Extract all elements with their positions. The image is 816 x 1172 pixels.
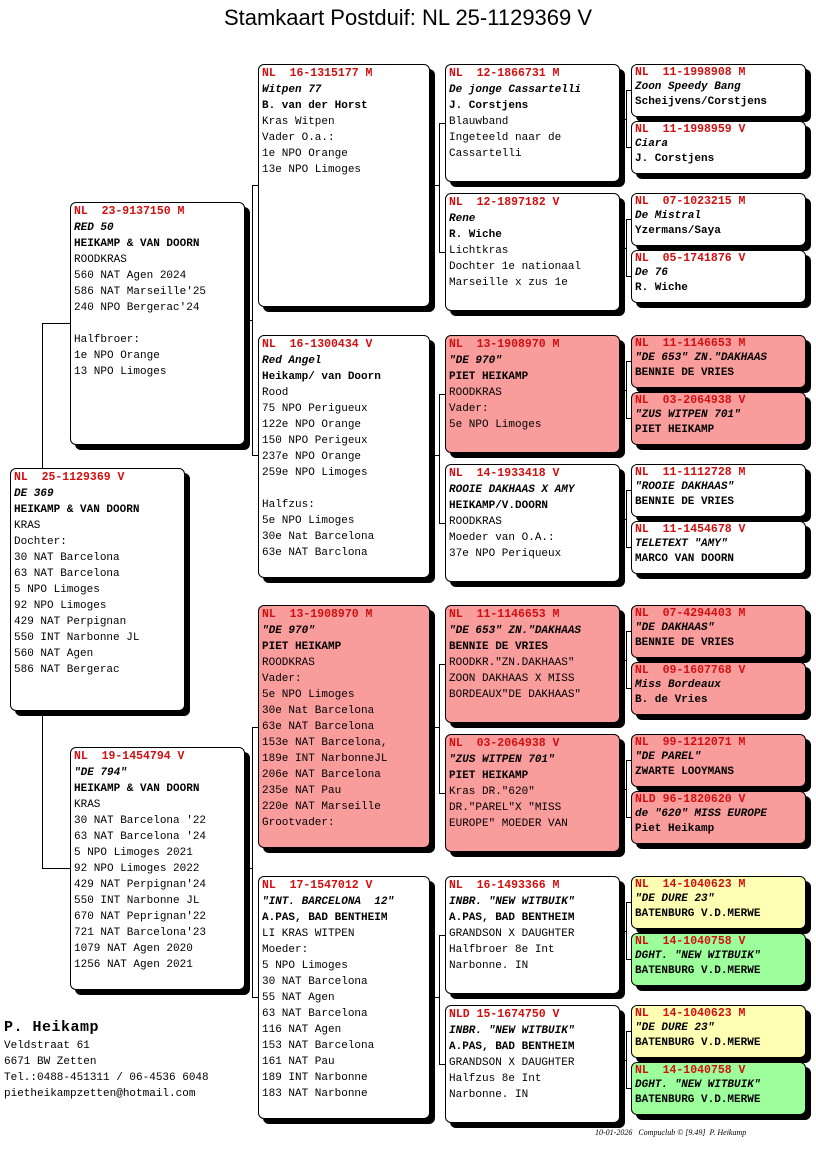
info-line: Marseille x zus 1e: [449, 277, 568, 289]
info-line: 235e NAT Pau: [262, 785, 342, 797]
connector-line: [626, 631, 627, 688]
pigeon-name: "DE 970": [262, 625, 315, 637]
pigeon-owner: HEIKAMP & VAN DOORN: [74, 238, 200, 250]
pigeon-card-g13[interactable]: [631, 876, 806, 929]
pigeon-name: De Mistral: [635, 210, 702, 223]
pigeon-card-g1[interactable]: [631, 64, 806, 117]
breeder-city: 6671 BW Zetten: [4, 1056, 97, 1068]
pigeon-name: Zoon Speedy Bang: [635, 81, 741, 94]
ring-number: NL 99-1212071 M: [635, 736, 746, 749]
connector-line: [620, 931, 626, 932]
pigeon-owner: BATENBURG V.D.MERWE: [635, 964, 761, 977]
pigeon-name: "DE PAREL": [635, 751, 702, 764]
ring-number: NL 11-1998959 V: [635, 123, 746, 136]
pigeon-owner: BATENBURG V.D.MERWE: [635, 907, 761, 920]
info-line: 30 NAT Barcelona: [14, 552, 120, 564]
pigeon-owner: Piet Heikamp: [635, 822, 715, 835]
breeder-street: Veldstraat 61: [4, 1040, 90, 1052]
connector-line: [42, 323, 70, 324]
pigeon-name: "DE 653" ZN."DAKHAAS: [449, 625, 582, 637]
info-line: Narbonne. IN: [449, 960, 529, 972]
connector-line: [620, 119, 626, 120]
info-line: 429 NAT Perpignan: [14, 616, 127, 628]
info-line: [262, 481, 429, 497]
info-line: Moeder van O.A.:: [449, 532, 555, 544]
pigeon-owner: A.PAS, BAD BENTHEIM: [262, 912, 388, 924]
info-line: 13e NPO Limoges: [262, 164, 362, 176]
pigeon-card-mf[interactable]: [258, 605, 430, 848]
connector-line: [620, 660, 626, 661]
info-line: Dochter:: [14, 536, 67, 548]
pigeon-owner: A.PAS, BAD BENTHEIM: [449, 912, 575, 924]
info-line: 161 NAT Pau: [262, 1056, 335, 1068]
connector-line: [42, 323, 43, 468]
info-line: ROODKRAS: [449, 387, 502, 399]
ring-number: NL 03-2064938 V: [449, 737, 560, 750]
pigeon-name: "ZUS WITPEN 701": [449, 754, 555, 766]
connector-line: [245, 320, 252, 321]
pigeon-owner: Yzermans/Saya: [635, 224, 721, 237]
info-line: 30e Nat Barcelona: [262, 705, 375, 717]
info-line: 63 NAT Barcelona: [14, 568, 120, 580]
pigeon-card-g4[interactable]: [631, 250, 806, 303]
connector-line: [439, 664, 440, 793]
pigeon-owner: PIET HEIKAMP: [449, 371, 529, 383]
info-line: 30 NAT Barcelona: [262, 976, 368, 988]
info-line: 13 NPO Limoges: [74, 366, 167, 378]
ring-number: NL 11-1146653 M: [635, 337, 746, 350]
info-line: 183 NAT Narbonne: [262, 1088, 368, 1100]
connector-line: [626, 1031, 627, 1088]
info-line: [74, 316, 244, 332]
pigeon-name: De jonge Cassartelli: [449, 84, 582, 96]
info-line: Rood: [262, 387, 289, 399]
ring-number: NL 25-1129369 V: [14, 471, 125, 484]
ring-number: NL 19-1454794 V: [74, 750, 185, 763]
pigeon-name: INBR. "NEW WITBUIK": [449, 1025, 575, 1037]
pigeon-card-fm[interactable]: [258, 335, 430, 578]
ring-number: NL 16-1315177 M: [262, 67, 373, 80]
info-line: Halfzus 8e Int: [449, 1073, 542, 1085]
pigeon-name: De 76: [635, 267, 669, 280]
pigeon-card-g3[interactable]: [631, 193, 806, 246]
info-line: Vader:: [262, 673, 302, 685]
pigeon-card-g8[interactable]: [631, 521, 806, 574]
ring-number: NL 12-1866731 M: [449, 67, 560, 80]
connector-line: [626, 219, 627, 276]
ring-number: NL 03-2064938 V: [635, 394, 746, 407]
ring-number: NL 11-1146653 M: [449, 608, 560, 621]
pigeon-owner: PIET HEIKAMP: [635, 423, 715, 436]
pigeon-name: Ciara: [635, 138, 669, 151]
info-line: Kras Witpen: [262, 116, 335, 128]
pigeon-owner: PIET HEIKAMP: [449, 770, 529, 782]
breeder-email: pietheikampzetten@hotmail.com: [4, 1088, 196, 1100]
pigeon-name: INBR. "NEW WITBUIK": [449, 896, 575, 908]
info-line: Vader O.a.:: [262, 132, 335, 144]
connector-line: [620, 248, 626, 249]
info-line: 721 NAT Barcelona'23: [74, 927, 207, 939]
info-line: 1079 NAT Agen 2020: [74, 943, 193, 955]
pigeon-card-ffm[interactable]: [445, 193, 620, 311]
info-line: 237e NPO Orange: [262, 451, 362, 463]
pigeon-name: TELETEXT "AMY": [635, 538, 728, 551]
breeder-name: P. Heikamp: [4, 1019, 100, 1036]
info-line: 550 INT Narbonne JL: [74, 895, 200, 907]
pigeon-name: "DE 653" ZN."DAKHAAS: [635, 352, 768, 365]
pigeon-name: DGHT. "NEW WITBUIK": [635, 1079, 761, 1092]
connector-line: [439, 123, 440, 252]
info-line: 63e NAT Barcelona: [262, 721, 375, 733]
info-line: ROODKRAS: [449, 516, 502, 528]
info-line: 240 NPO Bergerac'24: [74, 302, 200, 314]
info-line: 5e NPO Limoges: [449, 419, 542, 431]
info-line: 63 NAT Barcelona '24: [74, 831, 207, 843]
info-line: Halfzus:: [262, 499, 315, 511]
pigeon-card-g15[interactable]: [631, 1005, 806, 1058]
connector-line: [42, 711, 43, 868]
info-line: 5 NPO Limoges: [262, 960, 348, 972]
pigeon-owner: J. Corstjens: [635, 152, 715, 165]
ring-number: NL 07-1023215 M: [635, 195, 746, 208]
pigeon-owner: BENNIE DE VRIES: [449, 641, 549, 653]
info-line: 153 NAT Barcelona: [262, 1040, 375, 1052]
info-line: GRANDSON X DAUGHTER: [449, 1057, 575, 1069]
info-line: ROODKRAS: [262, 657, 315, 669]
info-line: 5e NPO Limoges: [262, 689, 355, 701]
info-line: 560 NAT Agen 2024: [74, 270, 187, 282]
pigeon-card-ff[interactable]: [258, 64, 430, 307]
info-line: 63 NAT Barcelona: [262, 1008, 368, 1020]
pigeon-name: "ROOIE DAKHAAS": [635, 481, 735, 494]
connector-line: [252, 727, 253, 997]
info-line: Cassartelli: [449, 148, 522, 160]
connector-line: [245, 868, 252, 869]
pigeon-owner: Heikamp/ van Doorn: [262, 371, 381, 383]
ring-number: NLD 15-1674750 V: [449, 1008, 560, 1021]
info-line: DR."PAREL"X "MISS: [449, 802, 562, 814]
info-line: Lichtkras: [449, 245, 509, 257]
pigeon-name: DE 369: [14, 488, 54, 500]
info-line: 189e INT NarbonneJL: [262, 753, 388, 765]
info-line: Narbonne. IN: [449, 1089, 529, 1101]
ring-number: NL 14-1040758 V: [635, 935, 746, 948]
info-line: 429 NAT Perpignan'24: [74, 879, 207, 891]
connector-line: [626, 760, 627, 817]
info-line: 1e NPO Orange: [74, 350, 160, 362]
info-line: LI KRAS WITPEN: [262, 928, 355, 940]
pigeon-owner: B. de Vries: [635, 693, 708, 706]
pigeon-name: "DE DURE 23": [635, 1022, 715, 1035]
pigeon-owner: BENNIE DE VRIES: [635, 366, 735, 379]
connector-line: [626, 490, 627, 547]
pigeon-owner: R. Wiche: [449, 229, 502, 241]
pigeon-card-mmf[interactable]: [445, 876, 620, 994]
info-line: 5 NPO Limoges 2021: [74, 847, 193, 859]
pigeon-card-fmm[interactable]: [445, 464, 620, 582]
info-line: 586 NAT Bergerac: [14, 664, 120, 676]
pigeon-card-g5[interactable]: [631, 335, 806, 388]
info-line: 37e NPO Periqueux: [449, 548, 562, 560]
pigeon-card-g12[interactable]: [631, 791, 806, 844]
pigeon-owner: BATENBURG V.D.MERWE: [635, 1036, 761, 1049]
info-line: Vader:: [449, 403, 489, 415]
pigeon-name: "DE DURE 23": [635, 893, 715, 906]
info-line: Blauwband: [449, 116, 509, 128]
info-line: Ingeteeld naar de: [449, 132, 562, 144]
pigeon-owner: R. Wiche: [635, 281, 688, 294]
pigeon-name: DGHT. "NEW WITBUIK": [635, 950, 761, 963]
info-line: Halfbroer:: [74, 334, 141, 346]
info-line: 220e NAT Marseille: [262, 801, 381, 813]
pigeon-card-g9[interactable]: [631, 605, 806, 658]
ring-number: NL 14-1040758 V: [635, 1064, 746, 1077]
pigeon-owner: A.PAS, BAD BENTHEIM: [449, 1041, 575, 1053]
pigeon-owner: BENNIE DE VRIES: [635, 495, 735, 508]
info-line: 1256 NAT Agen 2021: [74, 959, 193, 971]
connector-line: [430, 727, 439, 728]
pigeon-card-mother[interactable]: [70, 747, 245, 990]
pigeon-card-g6[interactable]: [631, 392, 806, 445]
pigeon-card-mff[interactable]: [445, 605, 620, 723]
pigeon-owner: B. van der Horst: [262, 100, 368, 112]
pigeon-card-mm[interactable]: [258, 876, 430, 1119]
connector-line: [626, 361, 627, 418]
info-line: KRAS: [74, 799, 101, 811]
pigeon-name: "DE 794": [74, 767, 127, 779]
connector-line: [439, 935, 440, 1064]
pigeon-owner: PIET HEIKAMP: [262, 641, 342, 653]
pigeon-name: Witpen 77: [262, 84, 322, 96]
pigeon-owner: J. Corstjens: [449, 100, 529, 112]
connector-line: [620, 390, 626, 391]
page-title: Stamkaart Postduif: NL 25-1129369 V: [223, 5, 593, 30]
info-line: EUROPE" MOEDER VAN: [449, 818, 568, 830]
ring-number: NL 14-1040623 M: [635, 1007, 746, 1020]
pigeon-card-g2[interactable]: [631, 121, 806, 174]
pigeon-name: "DE DAKHAAS": [635, 622, 715, 635]
ring-number: NL 13-1908970 M: [262, 608, 373, 621]
breeder-phone: Tel.:0488-451311 / 06-4536 6048: [4, 1072, 209, 1084]
connector-line: [42, 868, 70, 869]
info-line: 550 INT Narbonne JL: [14, 632, 140, 644]
pigeon-card-g16[interactable]: [631, 1062, 806, 1115]
pigeon-name: "ZUS WITPEN 701": [635, 409, 741, 422]
info-line: Kras DR."620": [449, 786, 535, 798]
pigeon-card-father[interactable]: [70, 202, 245, 445]
pigeon-owner: HEIKAMP & VAN DOORN: [14, 504, 140, 516]
info-line: 670 NAT Peprignan'22: [74, 911, 207, 923]
pigeon-card-g7[interactable]: [631, 464, 806, 517]
ring-number: NL 14-1040623 M: [635, 878, 746, 891]
pigeon-owner: BENNIE DE VRIES: [635, 636, 735, 649]
info-line: GRANDSON X DAUGHTER: [449, 928, 575, 940]
ring-number: NLD 96-1820620 V: [635, 793, 746, 806]
info-line: 1e NPO Orange: [262, 148, 348, 160]
info-line: 116 NAT Agen: [262, 1024, 342, 1036]
connector-line: [252, 185, 253, 455]
ring-number: NL 05-1741876 V: [635, 252, 746, 265]
info-line: 206e NAT Barcelona: [262, 769, 381, 781]
info-line: Halfbroer 8e Int: [449, 944, 555, 956]
pigeon-owner: BATENBURG V.D.MERWE: [635, 1093, 761, 1106]
info-line: 92 NPO Limoges: [14, 600, 107, 612]
connector-line: [439, 394, 440, 523]
pigeon-card-fff[interactable]: [445, 64, 620, 182]
connector-line: [620, 519, 626, 520]
info-line: Moeder:: [262, 944, 309, 956]
pigeon-owner: HEIKAMP & VAN DOORN: [74, 783, 200, 795]
info-line: 5 NPO Limoges: [14, 584, 100, 596]
info-line: 122e NPO Orange: [262, 419, 362, 431]
pigeon-name: de "620" MISS EUROPE: [635, 808, 768, 821]
connector-line: [626, 902, 627, 959]
ring-number: NL 16-1300434 V: [262, 338, 373, 351]
ring-number: NL 13-1908970 M: [449, 338, 560, 351]
connector-line: [430, 185, 439, 186]
info-line: 92 NPO Limoges 2022: [74, 863, 200, 875]
pigeon-owner: HEIKAMP/V.DOORN: [449, 500, 549, 512]
pigeon-name: "DE 970": [449, 355, 502, 367]
info-line: 30e Nat Barcelona: [262, 531, 375, 543]
pigeon-card-mmm[interactable]: [445, 1005, 620, 1123]
pigeon-owner: Scheijvens/Corstjens: [635, 95, 768, 108]
info-line: 30 NAT Barcelona '22: [74, 815, 207, 827]
info-line: 560 NAT Agen: [14, 648, 94, 660]
ring-number: NL 12-1897182 V: [449, 196, 560, 209]
pigeon-card-subject[interactable]: [10, 468, 185, 711]
ring-number: NL 11-1454678 V: [635, 523, 746, 536]
pigeon-name: Rene: [449, 213, 476, 225]
pigeon-name: "INT. BARCELONA 12": [262, 896, 395, 908]
ring-number: NL 14-1933418 V: [449, 467, 560, 480]
ring-number: NL 11-1112728 M: [635, 466, 746, 479]
info-line: 75 NPO Perigueux: [262, 403, 368, 415]
info-line: Grootvader:: [262, 817, 335, 829]
info-line: 150 NPO Perigeux: [262, 435, 368, 447]
info-line: 63e NAT Barclona: [262, 547, 368, 559]
pigeon-name: ROOIE DAKHAAS X AMY: [449, 484, 575, 496]
ring-number: NL 16-1493366 M: [449, 879, 560, 892]
pigeon-card-g14[interactable]: [631, 933, 806, 986]
pigeon-name: Miss Bordeaux: [635, 679, 721, 692]
breeder-info: [4, 1018, 209, 1102]
info-line: 586 NAT Marseille'25: [74, 286, 207, 298]
pigeon-owner: ZWARTE LOOYMANS: [635, 765, 735, 778]
connector-line: [620, 1060, 626, 1061]
pigeon-card-mfm[interactable]: [445, 734, 620, 852]
info-line: 259e NPO Limoges: [262, 467, 368, 479]
pigeon-card-g10[interactable]: [631, 662, 806, 715]
pigeon-name: RED 50: [74, 222, 114, 234]
footer-credit: 10-01-2026 Compuclub © [9.49] P. Heikamp: [595, 1128, 747, 1137]
ring-number: NL 11-1998908 M: [635, 66, 746, 79]
connector-line: [620, 789, 626, 790]
info-line: ROODKR."ZN.DAKHAAS": [449, 657, 575, 669]
info-line: 189 INT Narbonne: [262, 1072, 368, 1084]
info-line: Dochter 1e nationaal: [449, 261, 582, 273]
info-line: ZOON DAKHAAS X MISS: [449, 673, 575, 685]
info-line: 55 NAT Agen: [262, 992, 335, 1004]
connector-line: [430, 455, 439, 456]
info-line: KRAS: [14, 520, 41, 532]
ring-number: NL 17-1547012 V: [262, 879, 373, 892]
ring-number: NL 23-9137150 M: [74, 205, 185, 218]
pigeon-owner: MARCO VAN DOORN: [635, 552, 735, 565]
pigeon-card-fmf[interactable]: [445, 335, 620, 453]
info-line: ROODKRAS: [74, 254, 127, 266]
pigeon-card-g11[interactable]: [631, 734, 806, 787]
connector-line: [430, 997, 439, 998]
info-line: 5e NPO Limoges: [262, 515, 355, 527]
ring-number: NL 07-4294403 M: [635, 607, 746, 620]
info-line: BORDEAUX"DE DAKHAAS": [449, 689, 582, 701]
connector-line: [626, 90, 627, 147]
ring-number: NL 09-1607768 V: [635, 664, 746, 677]
pigeon-name: Red Angel: [262, 355, 322, 367]
info-line: 153e NAT Barcelona,: [262, 737, 388, 749]
